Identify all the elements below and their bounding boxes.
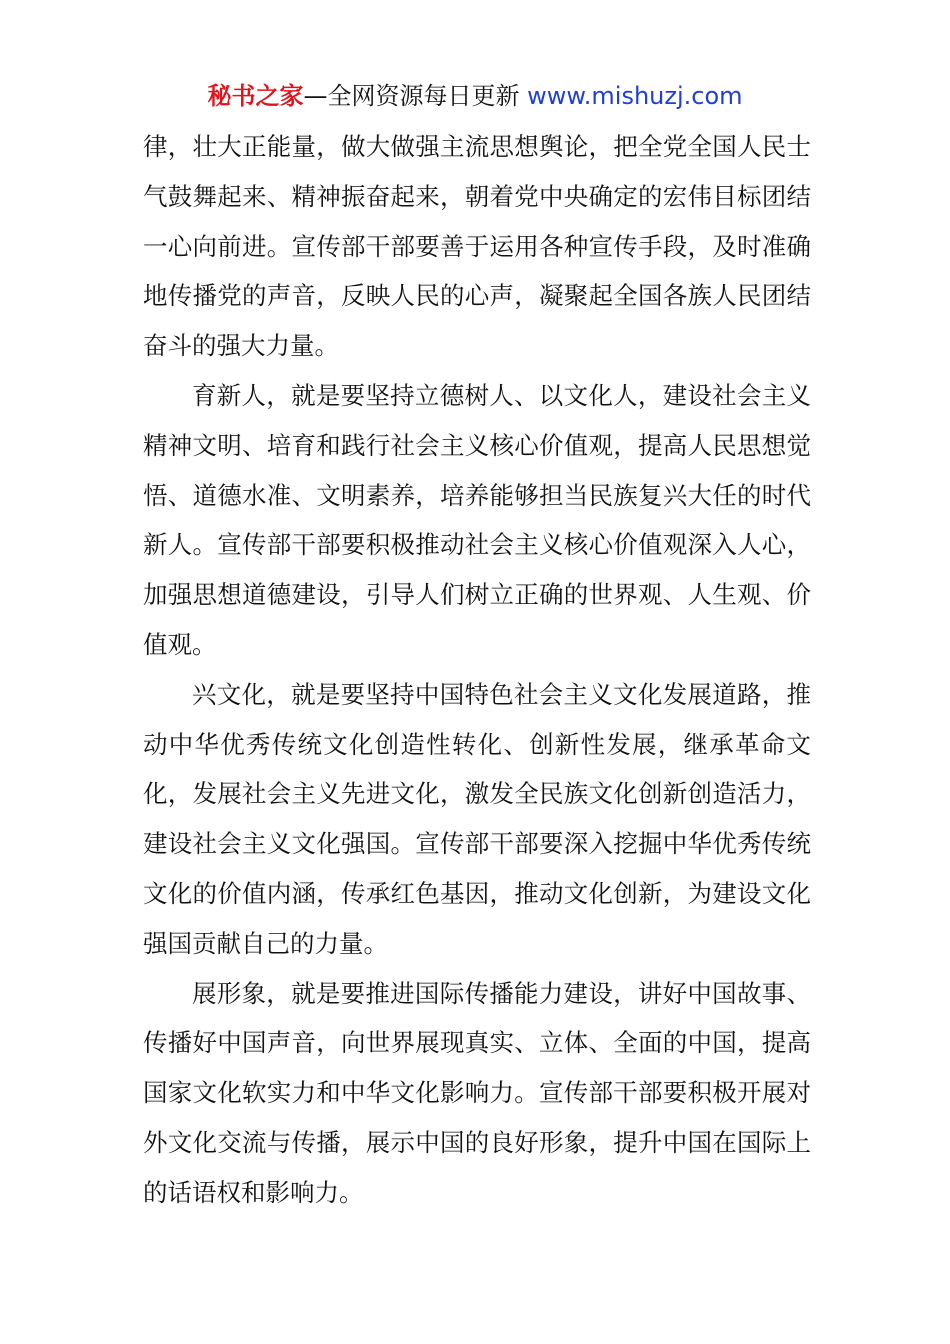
document-body (143, 122, 811, 1218)
header-tagline: —全网资源每日更新 (303, 82, 528, 110)
paragraph-display-image: 展形象，就是要推进国际传播能力建设，讲好中国故事、传播好中国声音，向世界展现真实、立体、全面的中国，提高国家文化软实力和中华文化影响力。宣传部干部要积极开展对外文化交流与传播，展示中国的良好形象，提升中国在国际上的话语权和影响力。 (143, 978, 811, 1207)
page-header (0, 80, 950, 112)
brand-name: 秘书之家 (207, 82, 304, 110)
paragraph-develop-culture: 兴文化，就是要坚持中国特色社会主义文化发展道路，推动中华优秀传统文化创造性转化、创新性发展，继承革命文化，发展社会主义先进文化，激发全民族文化创新创造活力，建设社会主义文化强国。宣传部干部要深入挖掘中华优秀传统文化的价值内涵，传承红色基因，推动文化创新，为建设文化强国贡献自己的力量。 (143, 679, 811, 958)
paragraph-continued: 律，壮大正能量，做大做强主流思想舆论，把全党全国人民士气鼓舞起来、精神振奋起来，朝着党中央确定的宏伟目标团结一心向前进。宣传部干部要善于运用各种宣传手段，及时准确地传播党的声音，反映人民的心声，凝聚起全国各族人民团结奋斗的强大力量。 (143, 132, 811, 361)
site-url-link[interactable]: www.mishuzj.com (527, 82, 743, 110)
paragraph-cultivate-new-people: 育新人，就是要坚持立德树人、以文化人，建设社会主义精神文明、培育和践行社会主义核心价值观，提高人民思想觉悟、道德水准、文明素养，培养能够担当民族复兴大任的时代新人。宣传部干部要积极推动社会主义核心价值观深入人心，加强思想道德建设，引导人们树立正确的世界观、人生观、价值观。 (143, 380, 811, 659)
